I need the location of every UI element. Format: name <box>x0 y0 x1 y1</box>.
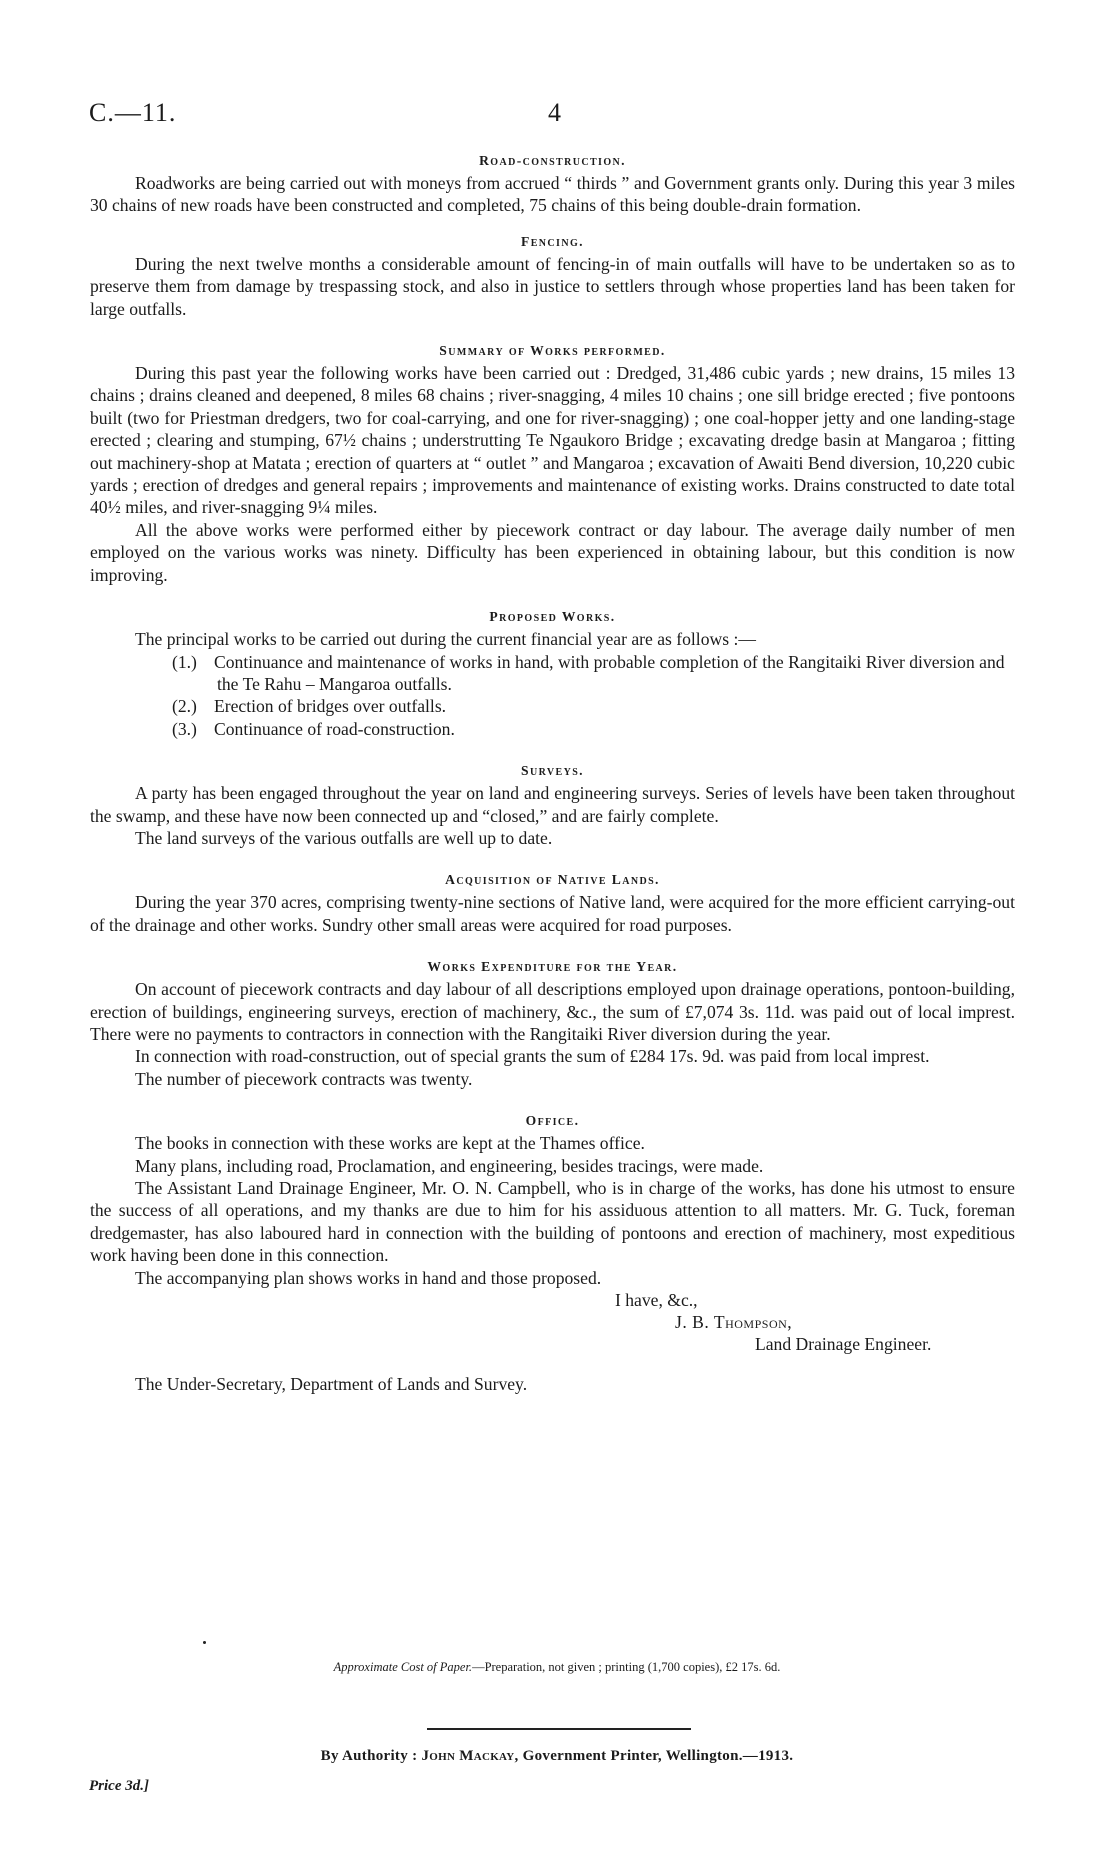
authority-prefix: By Authority : <box>320 1748 418 1764</box>
paragraph: The principal works to be carried out during the current financial year are as follows :— <box>135 629 756 650</box>
section-heading-summary: Summary of Works performed. <box>439 343 666 359</box>
paragraph: The number of piecework contracts was twenty. <box>135 1068 473 1089</box>
paragraph: On account of piecework contracts and day labour of all descriptions employed upon drainage operations, pontoon-building, erection of buildings, engineering surveys, erection of machinery, &c., the sum of £7,074 3s. 11d. was paid out of local imprest. There were no payments to contractors in connection with the Rangitaiki River diversion during the year. <box>90 979 1015 1044</box>
paragraph: The land surveys of the various outfalls are well up to date. <box>135 827 553 848</box>
printer-imprint <box>0 1748 1114 1765</box>
list-item-text: Continuance and maintenance of works in hand, with probable completion of the Rangitaiki River diversion and the Te Rahu – Mangaroa outfalls. <box>214 651 1005 694</box>
document-reference: C.—11. <box>89 98 177 127</box>
paragraph: The books in connection with these works are kept at the Thames office. <box>135 1133 645 1154</box>
list-item-text: Erection of bridges over outfalls. <box>214 696 447 717</box>
section-heading-office: Office. <box>525 1113 580 1129</box>
list-item <box>90 651 1015 696</box>
paragraph: The Assistant Land Drainage Engineer, Mr. O. N. Campbell, who is in charge of the works, has done his utmost to ensure the success of all operations, and my thanks are due to him for his assiduous attention to all matters. Mr. G. Tuck, foreman dredgemaster, has also laboured hard in connection with the building of pontoons and erection of machinery, most expeditious work having been done in this connection. <box>90 1178 1015 1266</box>
list-item-text: Continuance of road-construction. <box>214 718 455 739</box>
printing-dot <box>203 1641 206 1644</box>
proposed-works-list <box>90 651 1015 741</box>
signature-block <box>90 1289 1015 1359</box>
paragraph: A party has been engaged throughout the year on land and engineering surveys. Series of levels have been taken throughout the swamp, and these have now been connected up and “closed,” and are fairly complete. <box>90 783 1015 826</box>
paragraph: In connection with road-construction, out of special grants the sum of £284 17s. 9d. was paid from local imprest. <box>135 1046 930 1067</box>
footer-rule <box>427 1728 691 1730</box>
section-heading-fencing: Fencing. <box>521 233 584 249</box>
section-heading-surveys: Surveys. <box>521 763 584 779</box>
list-item <box>90 695 1015 717</box>
paragraph: During the year 370 acres, comprising twenty-nine sections of Native land, were acquired for the more efficient carrying-out of the drainage and other works. Sundry other small areas were acquired for road purposes. <box>90 892 1015 935</box>
signature-closing: I have, &c., <box>615 1290 698 1311</box>
section-heading-road: Road-construction. <box>479 153 626 168</box>
price-label: Price 3d.] <box>89 1778 149 1794</box>
section-heading-expenditure: Works Expenditure for the Year. <box>427 959 678 975</box>
section-heading-acquisition: Acquisition of Native Lands. <box>445 872 660 888</box>
list-item-number: (2.) <box>172 696 197 717</box>
section-heading-proposed: Proposed Works. <box>489 609 616 625</box>
paragraph: During the next twelve months a considerable amount of fencing-in of main outfalls will have to be undertaken so as to preserve them from damage by trespassing stock, and also in justice to settlers through whose properties land has been taken for large outfalls. <box>90 253 1015 319</box>
signature-title: Land Drainage Engineer. <box>755 1334 932 1355</box>
signature-name: J. B. Thompson, <box>675 1312 793 1333</box>
page-number: 4 <box>548 98 561 127</box>
paragraph: Roadworks are being carried out with moneys from accrued “ thirds ” and Government grants only. During this year 3 miles 30 chains of new roads have been constructed and completed, 75 chains of this being double-drain formation. <box>90 173 1015 216</box>
list-item-number: (3.) <box>172 718 197 739</box>
printer-name: John Mackay, <box>421 1748 519 1764</box>
list-item <box>90 718 1015 740</box>
report-body <box>90 150 1015 1395</box>
paragraph: Many plans, including road, Proclamation, and engineering, besides tracings, were made. <box>135 1155 764 1176</box>
list-item-number: (1.) <box>172 651 197 672</box>
cost-text: —Preparation, not given ; printing (1,700 copies), £2 17s. 6d. <box>472 1660 781 1674</box>
paragraph: The accompanying plan shows works in hand and those proposed. <box>135 1267 602 1288</box>
cost-of-paper-note <box>0 1660 1114 1675</box>
paragraph: All the above works were performed either by piecework contract or day labour. The average daily number of men employed on the various works was ninety. Difficulty has been experienced in obtaining labour, but this condition is now improving. <box>90 519 1015 585</box>
cost-label: Approximate Cost of Paper. <box>333 1660 473 1674</box>
addressee: The Under-Secretary, Department of Lands and Survey. <box>135 1374 528 1395</box>
paragraph: During this past year the following works have been carried out : Dredged, 31,486 cubic yards ; new drains, 15 miles 13 chains ; drains cleaned and deepened, 8 miles 68 chains ; river-snagging, 4 miles 10 chains ; one sill bridge erected ; five pontoons built (two for Priestman dredgers, two for coal-carrying, and one for river-snagging) ; one coal-hopper jetty and one landing-stage erected ; clearing and stumping, 67½ chains ; understrutting Te Ngaukoro Bridge ; excavating dredge basin at Mangaroa ; fitting out machinery-shop at Matata ; erection of quarters at “ outlet ” and Mangaroa ; excavation of Awaiti Bend diversion, 10,220 cubic yards ; erection of dredges and general repairs ; improvements and maintenance of existing works. Drains constructed to date total 40½ miles, and river-snagging 9¼ miles. <box>90 363 1015 518</box>
authority-suffix: Government Printer, Wellington.—1913. <box>522 1748 794 1764</box>
